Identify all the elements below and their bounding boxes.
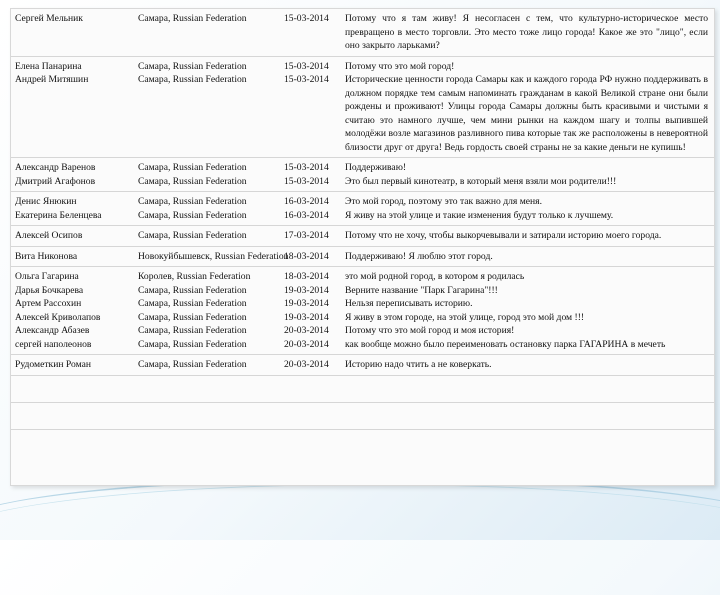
signer-location: Самара, Russian Federation bbox=[138, 162, 247, 173]
signer-location: Самара, Russian Federation bbox=[138, 230, 247, 241]
empty-cell bbox=[342, 375, 714, 402]
signer-comments-cell bbox=[342, 355, 714, 376]
signature-date: 16-03-2014 bbox=[284, 209, 329, 221]
signer-name: Рудометкин Роман bbox=[15, 359, 91, 370]
signer-names-cell bbox=[11, 56, 135, 158]
decorative-swoosh bbox=[0, 478, 720, 570]
signer-name: Сергей Мельник bbox=[15, 13, 83, 24]
signer-location: Самара, Russian Federation bbox=[138, 311, 247, 323]
signer-comment: Потому что это мой город! bbox=[345, 60, 455, 72]
signer-comment: Исторические ценности города Самары как и каждого города РФ нужно поддерживать в должном порядке тем самым напоминать гражданам в какой Великой стране они были рождены и проживают! Улицы города Самары должны быть красивыми и чистыми я считаю это намного лучше, чем мини рынки на каждом шагу и толпы выпившей молодёжи возле магазинов разливного пива которые так же расположены в невероятной близости друг от друга! Ведь гордость своей страны не за какие деньги не купишь! bbox=[345, 74, 708, 153]
signature-date: 15-03-2014 bbox=[284, 162, 329, 173]
signer-locations-cell bbox=[135, 355, 281, 376]
signer-name: Александр Варенов bbox=[15, 162, 96, 173]
signer-name: Елена Панарина bbox=[15, 60, 82, 72]
signature-dates-cell bbox=[281, 56, 342, 158]
signer-comments-cell bbox=[342, 226, 714, 247]
signer-comments-cell bbox=[342, 158, 714, 192]
signature-date: 16-03-2014 bbox=[284, 196, 329, 207]
signer-location: Самара, Russian Federation bbox=[138, 196, 247, 207]
signature-date: 15-03-2014 bbox=[284, 74, 329, 85]
table-row bbox=[11, 9, 714, 56]
signature-dates-cell bbox=[281, 226, 342, 247]
empty-cell bbox=[342, 402, 714, 429]
signature-date: 15-03-2014 bbox=[284, 13, 329, 24]
signer-comment: Потому что это мой город и моя история! bbox=[345, 325, 515, 336]
signature-date: 19-03-2014 bbox=[284, 284, 329, 296]
signer-name: Дарья Бочкарева bbox=[15, 284, 84, 296]
signer-location: Самара, Russian Federation bbox=[138, 60, 247, 72]
empty-cell bbox=[281, 402, 342, 429]
signer-comment: это мой родной город, в котором я родилась bbox=[345, 271, 525, 282]
signer-name: Дмитрий Агафонов bbox=[15, 175, 96, 187]
table-row bbox=[11, 267, 714, 355]
signature-dates-cell bbox=[281, 192, 342, 226]
table-row bbox=[11, 56, 714, 158]
signer-name: Александр Абазев bbox=[15, 325, 90, 336]
table-row bbox=[11, 226, 714, 247]
signature-date: 20-03-2014 bbox=[284, 359, 329, 370]
signature-date: 19-03-2014 bbox=[284, 298, 329, 309]
signer-comment: Потому что я там живу! Я несогласен с тем, что культурно-историческое место превращено в место торговли. Это место тоже лицо города! Какое же это "лицо", если оно закрыто ларьками? bbox=[345, 13, 708, 51]
signature-date: 15-03-2014 bbox=[284, 175, 329, 187]
empty-cell bbox=[11, 375, 135, 402]
signer-comments-cell bbox=[342, 9, 714, 56]
signature-date: 18-03-2014 bbox=[284, 271, 329, 282]
empty-cell bbox=[11, 402, 135, 429]
signer-name: Ольга Гагарина bbox=[15, 271, 79, 282]
signer-locations-cell bbox=[135, 267, 281, 355]
signature-dates-cell bbox=[281, 267, 342, 355]
signer-locations-cell bbox=[135, 9, 281, 56]
signer-comments-cell bbox=[342, 192, 714, 226]
signer-location: Самара, Russian Federation bbox=[138, 298, 247, 309]
signer-names-cell bbox=[11, 246, 135, 267]
signer-name: Алексей Осипов bbox=[15, 230, 83, 241]
signer-name: Екатерина Беленцева bbox=[15, 209, 102, 221]
signer-comment: Историю надо чтить а не коверкать. bbox=[345, 359, 492, 370]
signer-name: Вита Никонова bbox=[15, 250, 78, 262]
signer-comment: Потому что не хочу, чтобы выкорчевывали и затирали историю моего города. bbox=[345, 230, 662, 241]
empty-cell bbox=[135, 402, 281, 429]
signer-comments-cell bbox=[342, 267, 714, 355]
empty-cell bbox=[281, 375, 342, 402]
signature-dates-cell bbox=[281, 355, 342, 376]
signer-comment: Поддерживаю! bbox=[345, 162, 407, 173]
signer-names-cell bbox=[11, 226, 135, 247]
signature-dates-cell bbox=[281, 158, 342, 192]
signer-location: Самара, Russian Federation bbox=[138, 74, 247, 85]
signer-location: Самара, Russian Federation bbox=[138, 359, 247, 370]
signer-name: Артем Рассохин bbox=[15, 298, 82, 309]
signer-comment: Поддерживаю! Я люблю этот город. bbox=[345, 250, 493, 262]
signature-date: 20-03-2014 bbox=[284, 325, 329, 336]
petition-signatures-page bbox=[10, 8, 715, 486]
signatures-table-body bbox=[11, 9, 714, 429]
signer-names-cell bbox=[11, 192, 135, 226]
empty-table-row bbox=[11, 402, 714, 429]
empty-cell bbox=[135, 375, 281, 402]
signer-name: Денис Янюкин bbox=[15, 196, 77, 207]
signer-comment: Это был первый кинотеатр, в который меня взяли мои родители!!! bbox=[345, 175, 617, 187]
signer-comment: как вообще можно было переименовать остановку парка ГАГАРИНА в мечеть bbox=[345, 338, 666, 350]
signer-location: Королев, Russian Federation bbox=[138, 271, 251, 282]
signer-comment: Это мой город, поэтому это так важно для меня. bbox=[345, 196, 542, 207]
signature-date: 20-03-2014 bbox=[284, 338, 329, 350]
signer-names-cell bbox=[11, 9, 135, 56]
signer-locations-cell bbox=[135, 226, 281, 247]
signer-locations-cell bbox=[135, 192, 281, 226]
signer-locations-cell bbox=[135, 56, 281, 158]
signature-date: 19-03-2014 bbox=[284, 311, 329, 323]
signature-dates-cell bbox=[281, 246, 342, 267]
signer-comment: Я живу в этом городе, на этой улице, город это мой дом !!! bbox=[345, 311, 585, 323]
table-row bbox=[11, 158, 714, 192]
signer-comments-cell bbox=[342, 246, 714, 267]
signatures-table bbox=[11, 9, 714, 430]
signer-name: Алексей Криволапов bbox=[15, 311, 101, 323]
signer-location: Новокуйбышевск, Russian Federation bbox=[138, 250, 289, 262]
signature-date: 15-03-2014 bbox=[284, 60, 329, 72]
signature-date: 17-03-2014 bbox=[284, 230, 329, 241]
signature-date: 18-03-2014 bbox=[284, 250, 329, 262]
signer-comments-cell bbox=[342, 56, 714, 158]
table-row bbox=[11, 246, 714, 267]
signer-comment: Нельзя переписывать историю. bbox=[345, 298, 473, 309]
signer-location: Самара, Russian Federation bbox=[138, 325, 247, 336]
signer-comment: Я живу на этой улице и такие изменения будут только к лучшему. bbox=[345, 209, 614, 221]
signer-location: Самара, Russian Federation bbox=[138, 175, 247, 187]
table-row bbox=[11, 192, 714, 226]
signer-name: сергей наполеонов bbox=[15, 338, 92, 350]
empty-table-row bbox=[11, 375, 714, 402]
signer-names-cell bbox=[11, 158, 135, 192]
signature-dates-cell bbox=[281, 9, 342, 56]
table-row bbox=[11, 355, 714, 376]
signer-names-cell bbox=[11, 355, 135, 376]
signer-name: Андрей Митяшин bbox=[15, 74, 89, 85]
signer-names-cell bbox=[11, 267, 135, 355]
signer-location: Самара, Russian Federation bbox=[138, 13, 247, 24]
signer-locations-cell bbox=[135, 246, 289, 267]
signer-location: Самара, Russian Federation bbox=[138, 284, 247, 296]
signer-location: Самара, Russian Federation bbox=[138, 209, 247, 221]
signer-comment: Верните название "Парк Гагарина"!!! bbox=[345, 284, 498, 296]
signer-locations-cell bbox=[135, 158, 281, 192]
signer-location: Самара, Russian Federation bbox=[138, 338, 247, 350]
